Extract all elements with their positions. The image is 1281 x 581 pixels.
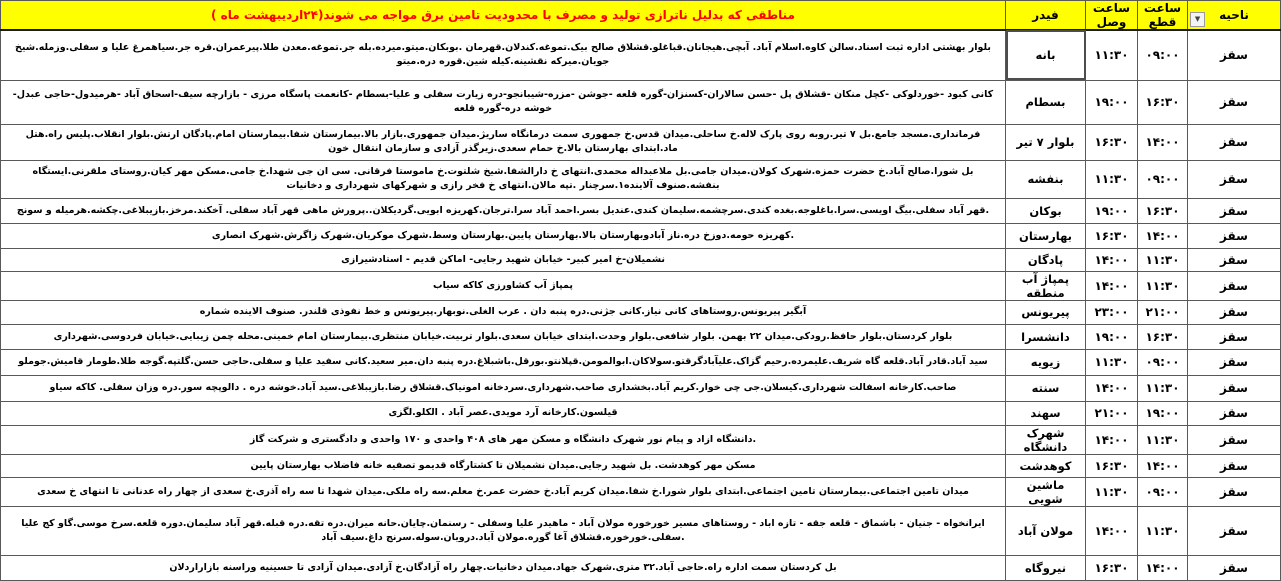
cut-time-cell[interactable]: ۱۹:۰۰ <box>1138 401 1188 425</box>
cut-time-cell[interactable]: ۱۶:۳۰ <box>1138 324 1188 349</box>
region-cell[interactable]: سقز <box>1188 477 1281 506</box>
cut-time-cell[interactable]: ۱۱:۳۰ <box>1138 271 1188 300</box>
table-row <box>1 271 1281 300</box>
restore-time-cell[interactable]: ۱۶:۳۰ <box>1086 223 1138 248</box>
cut-time-cell[interactable]: ۲۱:۰۰ <box>1138 300 1188 324</box>
feeder-cell[interactable]: زیویه <box>1006 349 1086 375</box>
cut-time-cell[interactable]: ۱۴:۰۰ <box>1138 555 1188 580</box>
restore-time-cell[interactable]: ۱۴:۰۰ <box>1086 375 1138 401</box>
region-cell[interactable]: سقز <box>1188 300 1281 324</box>
feeder-cell[interactable]: شهرک دانشگاه <box>1006 425 1086 454</box>
address-cell[interactable]: آبگیر پیریونس.روستاهای کانی نیاز.کانی جژنی.دره پنبه دان . عرب الغلی.نوبهار.پیریونس و خط نفوذی قلندر. صنوف الاینده شماره <box>1 300 1006 324</box>
restore-time-cell[interactable]: ۱۹:۰۰ <box>1086 80 1138 124</box>
feeder-cell[interactable]: بوکان <box>1006 198 1086 223</box>
feeder-cell[interactable]: بنفشه <box>1006 160 1086 198</box>
region-cell[interactable]: سقز <box>1188 124 1281 160</box>
region-cell[interactable]: سقز <box>1188 401 1281 425</box>
table-row <box>1 198 1281 223</box>
restore-time-cell[interactable]: ۱۱:۳۰ <box>1086 30 1138 80</box>
region-cell[interactable]: سقز <box>1188 160 1281 198</box>
feeder-cell[interactable]: بلوار ۷ تیر <box>1006 124 1086 160</box>
restore-time-cell[interactable]: ۱۴:۰۰ <box>1086 506 1138 555</box>
col-header-feeder: فیدر <box>1006 1 1086 31</box>
table-row <box>1 124 1281 160</box>
cut-time-cell[interactable]: ۰۹:۰۰ <box>1138 349 1188 375</box>
address-cell[interactable]: قیلسون.کارخانه آرد مویدی.عصر آباد . الکلو.لگزی <box>1 401 1006 425</box>
region-cell[interactable]: سقز <box>1188 425 1281 454</box>
address-cell[interactable]: .قهر آباد سفلی.بیگ اویسی.سرا.باغلوجه.بغده کندی.سرچشمه.سلیمان کندی.عندیل بسر.احمد آباد سرا.ترجان.کهریزه ابویی.گردیکلان..پرورش ماهی قهر آباد سفلی. آخکند.مرخز.بازیبلاغی.چکشه.هرمیله و سونج <box>1 198 1006 223</box>
table-title: مناطقی که بدلیل ناترازی تولید و مصرف با محدودیت تامین برق مواجه می شوند(۲۴اردیبهشت ماه ) <box>1 1 1006 31</box>
table-row <box>1 454 1281 477</box>
table-row <box>1 555 1281 580</box>
region-cell[interactable]: سقز <box>1188 506 1281 555</box>
restore-time-cell[interactable]: ۱۴:۰۰ <box>1086 271 1138 300</box>
chevron-down-icon: ▼ <box>1194 15 1201 23</box>
restore-time-cell[interactable]: ۱۶:۳۰ <box>1086 454 1138 477</box>
cut-time-cell[interactable]: ۰۹:۰۰ <box>1138 160 1188 198</box>
feeder-cell[interactable]: پادگان <box>1006 248 1086 271</box>
header-row <box>1 1 1281 31</box>
address-cell[interactable]: پمپاژ آب کشاورزی کاکه سیاب <box>1 271 1006 300</box>
table-row <box>1 80 1281 124</box>
table-row <box>1 477 1281 506</box>
address-cell[interactable]: نشمیلان-خ امیر کبیر- خیابان شهید رجایی- اماکن قدیم - استادشیرازی <box>1 248 1006 271</box>
feeder-cell[interactable]: دانشسرا <box>1006 324 1086 349</box>
address-cell[interactable]: مسکن مهر کوهدشت. بل شهید رجایی.میدان نشمیلان تا کشتارگاه قدیمو تصفیه خانه فاضلاب بهارستان پایین <box>1 454 1006 477</box>
region-cell[interactable]: سقز <box>1188 271 1281 300</box>
restore-time-cell[interactable]: ۲۱:۰۰ <box>1086 401 1138 425</box>
region-cell[interactable]: سقز <box>1188 454 1281 477</box>
region-cell[interactable]: سقز <box>1188 248 1281 271</box>
cut-time-cell[interactable]: ۱۶:۳۰ <box>1138 80 1188 124</box>
restore-time-cell[interactable]: ۱۱:۳۰ <box>1086 160 1138 198</box>
restore-time-cell[interactable]: ۱۴:۰۰ <box>1086 248 1138 271</box>
cut-time-cell[interactable]: ۱۱:۳۰ <box>1138 506 1188 555</box>
region-cell[interactable]: سقز <box>1188 324 1281 349</box>
address-cell[interactable]: بلوار بهشتی اداره ثبت اسناد.سالن کاوه.اسلام آباد. آبچی.هیجانان.قباغلو.قشلاق صالح بیک.تموغه.کندلان.قهرمان .بوبکان.میتو.میرده.بله جر.تموغه.معدن طلا.پیرعمران.قره جر.سیاهمرغ علیا و سفلی.وزمله.شیخ جویان.میرکه نقشینه.کیله شین.قوره دره.میتو <box>1 30 1006 80</box>
table-body <box>1 30 1281 580</box>
region-cell[interactable]: سقز <box>1188 375 1281 401</box>
restore-time-cell[interactable]: ۱۹:۰۰ <box>1086 324 1138 349</box>
cut-time-cell[interactable]: ۱۴:۰۰ <box>1138 223 1188 248</box>
address-cell[interactable]: .دانشگاه ازاد و پیام نور شهرک دانشگاه و مسکن مهر های ۴۰۸ واحدی و ۱۷۰ واحدی و دادگستری و شرکت گاز <box>1 425 1006 454</box>
table-row <box>1 248 1281 271</box>
address-cell[interactable]: .کهریزه حومه.دوزخ دره.ناز آبادوبهارستان بالا.بهارستان پایین.بهارستان وسط.شهرک موکریان.شهرک زاگرش.شهرک انصاری <box>1 223 1006 248</box>
feeder-cell[interactable]: سنته <box>1006 375 1086 401</box>
address-cell[interactable]: فرمانداری.مسجد جامع.بل ۷ تیر.روبه روی پارک لاله.خ ساحلی.میدان قدس.خ جمهوری سمت درمانگاه ساریژ.میدان جمهوری.بازار بالا.بیمارستان شفا.بیمارستان امام.پادگان ارتش.بلوار انقلاب.پلیس راه.هتل ماد.ابتدای بهارستان بالا.خ حمام سعدی.زیرگذر آزادی و سازمان انتقال خون <box>1 124 1006 160</box>
feeder-cell[interactable]: مولان آباد <box>1006 506 1086 555</box>
cut-time-cell[interactable]: ۱۶:۳۰ <box>1138 198 1188 223</box>
col-header-region-label: ناحیه <box>1219 8 1249 22</box>
table-row <box>1 375 1281 401</box>
table-row <box>1 30 1281 80</box>
feeder-cell[interactable]: نیروگاه <box>1006 555 1086 580</box>
table-row <box>1 324 1281 349</box>
col-header-cut-time: ساعت قطع <box>1138 1 1188 31</box>
address-cell[interactable]: میدان تامین اجتماعی.بیمارستان تامین اجتماعی.ابتدای بلوار شورا.خ شفا.میدان کریم آباد.خ حضرت عمر.خ معلم.سه راه ملکی.میدان شهدا تا سه راه آذری.خ سعدی از چهار راه عدنانی تا انتهای خ سعدی <box>1 477 1006 506</box>
autofilter-button[interactable] <box>1190 12 1205 27</box>
region-cell[interactable]: سقز <box>1188 198 1281 223</box>
cut-time-cell[interactable]: ۰۹:۰۰ <box>1138 477 1188 506</box>
region-cell[interactable]: سقز <box>1188 30 1281 80</box>
address-cell[interactable]: ایرانخواه - جنیان - باشماق - قلعه جقه - تازه اباد - روستاهای مسیر خورخوره مولان آباد - ماهیدر علیا وسفلی - رسنمان.چایان.حانه میران.دره تقه.دره قبله.قهر آباد سلیمان.دوره قلعه.سرخ موسی.گاو کج علیا .سفلی.خورخوره.قشلاق آغا گوره.مولان آباد.درویان.سوله.سرنج داغ.سیف آباد <box>1 506 1006 555</box>
restore-time-cell[interactable]: ۱۱:۳۰ <box>1086 349 1138 375</box>
region-cell[interactable]: سقز <box>1188 349 1281 375</box>
power-outage-schedule-sheet <box>1 0 1281 575</box>
address-cell[interactable]: بل کردستان سمت اداره راه.حاجی آباد.۳۲ متری.شهرک جهاد.میدان دخانیات.چهار راه آزادگان.خ آزادی.میدان آزادی تا حسینیه وراسنه بازاراردلان <box>1 555 1006 580</box>
restore-time-cell[interactable]: ۱۴:۰۰ <box>1086 425 1138 454</box>
address-cell[interactable]: کانی کبود -خوردلوکی -کچل منکان -قشلاق پل -حسن سالاران-کسنزان-گوره قلعه -جوشن -مزره-شیبانجو-دره زیارت سفلی و علیا-بسطام -کانعمت پاسگاه مرزی - بازارچه سیف-اسحاق آباد -هرمیدول-حاجی عبدل-خوشه دره-گوره قلعه <box>1 80 1006 124</box>
cut-time-cell[interactable]: ۱۱:۳۰ <box>1138 248 1188 271</box>
feeder-cell[interactable]: بانه <box>1006 30 1086 80</box>
address-cell[interactable]: صاحب.کارخانه اسفالت شهرداری.کیسلان.جی چی خوار.کریم آباد.بخشداری صاحب.شهرداری.سردخانه امونیاک.قشلاق رضا.بازیبلاغی.سید آباد.خوشه دره . دالوپچه سور.دره وزان سفلی. کاکه سیاو <box>1 375 1006 401</box>
feeder-cell[interactable]: کوهدشت <box>1006 454 1086 477</box>
table-row <box>1 349 1281 375</box>
col-header-restore-time: ساعت وصل <box>1086 1 1138 31</box>
col-header-region <box>1188 1 1281 31</box>
cut-time-cell[interactable]: ۱۴:۰۰ <box>1138 124 1188 160</box>
feeder-cell[interactable]: پمپاژ آب منطقه <box>1006 271 1086 300</box>
restore-time-cell[interactable]: ۱۱:۳۰ <box>1086 477 1138 506</box>
table-row <box>1 160 1281 198</box>
restore-time-cell[interactable]: ۱۶:۳۰ <box>1086 555 1138 580</box>
feeder-cell[interactable]: بسطام <box>1006 80 1086 124</box>
cut-time-cell[interactable]: ۱۴:۰۰ <box>1138 454 1188 477</box>
table-row <box>1 300 1281 324</box>
feeder-cell[interactable]: پیریونس <box>1006 300 1086 324</box>
address-cell[interactable]: بل شورا.صالح آباد.خ حضرت حمزه.شهرک کولان.میدان جامی.بل ملاعبداله محمدی.انتهای خ دارالشفا.شیخ شلتوت.خ ماموستا فرقانی. سی ان جی شهدا.خ جامی.مسکن مهر کیان.روستای ملقرنی.ایستگاه بنفشه.صنوف آلاینده۱.سرچنار .تپه مالان.انتهای خ فخر رازی و شهرکهای شهرداری و دخانیات <box>1 160 1006 198</box>
table-row <box>1 506 1281 555</box>
region-cell[interactable]: سقز <box>1188 80 1281 124</box>
feeder-cell[interactable]: سهند <box>1006 401 1086 425</box>
cut-time-cell[interactable]: ۱۱:۳۰ <box>1138 375 1188 401</box>
cut-time-cell[interactable]: ۱۱:۳۰ <box>1138 425 1188 454</box>
address-cell[interactable]: بلوار کردستان.بلوار حافظ.رودکی.میدان ۲۲ بهمن. بلوار شافعی.بلوار وحدت.ابتدای خیابان سعدی.بلوار تربیت.خیابان منتظری.بیمارستان امام خمینی.محله چمن زیبایی.خیابان فردوسی.شهرداری <box>1 324 1006 349</box>
cut-time-cell[interactable]: ۰۹:۰۰ <box>1138 30 1188 80</box>
feeder-cell[interactable]: بهارستان <box>1006 223 1086 248</box>
region-cell[interactable]: سقز <box>1188 223 1281 248</box>
restore-time-cell[interactable]: ۱۶:۳۰ <box>1086 124 1138 160</box>
restore-time-cell[interactable]: ۲۳:۰۰ <box>1086 300 1138 324</box>
feeder-cell[interactable]: ماشین شویی <box>1006 477 1086 506</box>
table-row <box>1 401 1281 425</box>
table-row <box>1 223 1281 248</box>
region-cell[interactable]: سقز <box>1188 555 1281 580</box>
restore-time-cell[interactable]: ۱۹:۰۰ <box>1086 198 1138 223</box>
table-row <box>1 425 1281 454</box>
address-cell[interactable]: سید آباد.قادر آباد.قلعه گاه شریف.علیمرده.رحیم گزاک.علیآبادگرقتو.سولاکان.ابوالمومن.قپلانتو.بورقل.باشبلاغ.دره پنبه دان.میر سعید.کانی سفید علیا و سفلی.حاجی حسن.گلتپه.گوجه طلا.طومار قامیش.جوملو <box>1 349 1006 375</box>
